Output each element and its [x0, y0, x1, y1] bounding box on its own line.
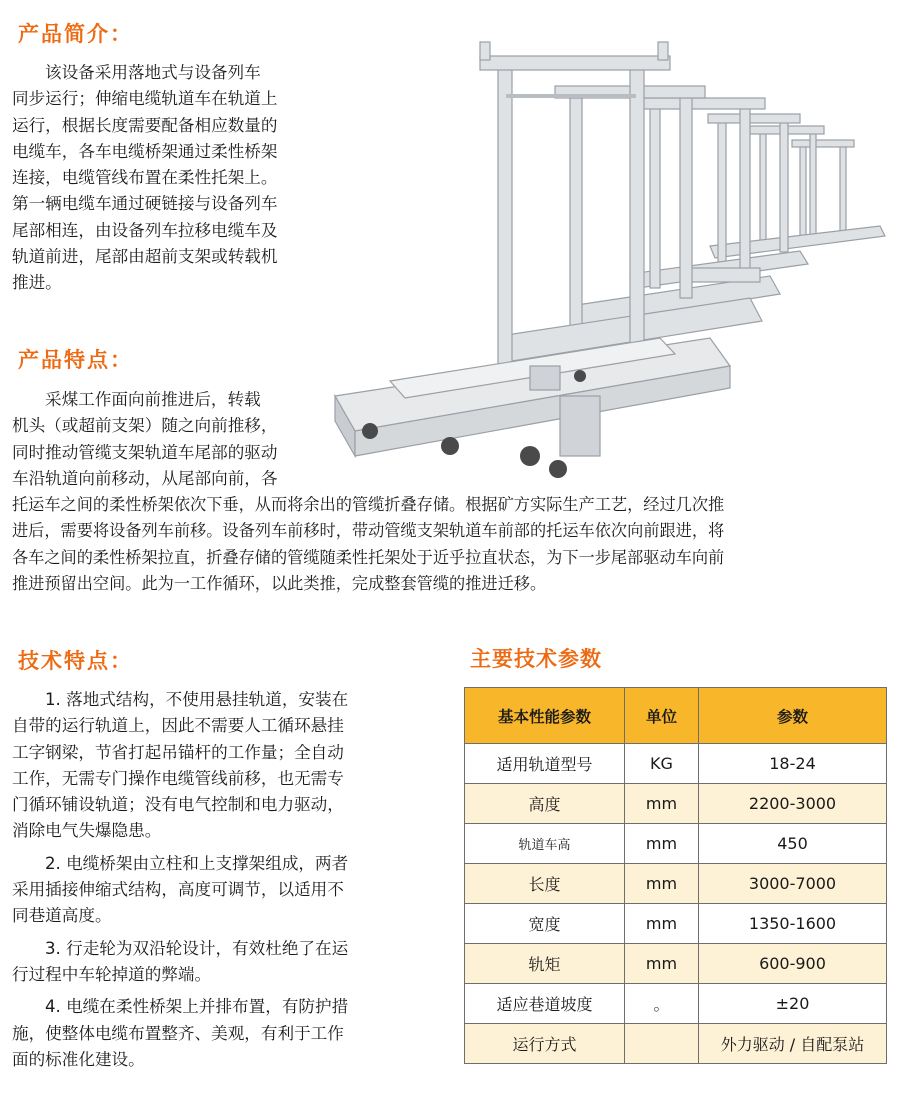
features-line: 推进预留出空间。此为一工作循环，以此类推，完成整套管缆的推进迁移。	[12, 574, 547, 594]
table-row	[465, 1024, 887, 1064]
cart-second	[570, 98, 780, 326]
param-value: 3000-7000	[699, 864, 887, 904]
product-photo	[330, 36, 900, 496]
tech-line: 工作，无需专门操作电缆管线前移，也无需专	[12, 768, 344, 788]
param-name: 高度	[465, 784, 625, 824]
tech-line: 消除电气失爆隐患。	[12, 821, 162, 841]
intro-line: 轨道前进，尾部由超前支架或转载机	[12, 247, 278, 267]
tech-line: 4. 电缆在柔性桥架上并排布置，有防护措	[45, 997, 349, 1017]
table-row	[465, 864, 887, 904]
param-value: 外力驱动 / 自配泵站	[699, 1024, 887, 1064]
intro-line: 连接，电缆管线布置在柔性托架上。	[12, 168, 278, 188]
param-value: 450	[699, 824, 887, 864]
cart-far	[710, 126, 885, 258]
param-value: 2200-3000	[699, 784, 887, 824]
tech-line: 施，使整体电缆布置整齐、美观，有利于工作	[12, 1023, 344, 1043]
param-unit: mm	[625, 904, 699, 944]
tech-paragraph	[12, 687, 348, 1073]
table-row	[465, 824, 887, 864]
tech-line: 面的标准化建设。	[12, 1049, 145, 1069]
param-unit: 。	[625, 984, 699, 1024]
param-name: 适用轨道型号	[465, 744, 625, 784]
features-line: 托运车之间的柔性桥架依次下垂，从而将余出的管缆折叠存储。根据矿方实际生产工艺，经过几次推	[12, 495, 725, 515]
tech-line: 1. 落地式结构，不使用悬挂轨道，安装在	[45, 690, 349, 709]
tech-line: 2. 电缆桥架由立柱和上支撑架组成，两者	[45, 853, 349, 873]
params-heading: 主要技术参数	[470, 647, 602, 671]
param-name: 轨道车高	[465, 824, 625, 864]
tech-line: 同巷道高度。	[12, 906, 112, 926]
param-value: 600-900	[699, 944, 887, 984]
tech-line: 行过程中车轮掉道的弊端。	[12, 964, 212, 984]
features-line: 采煤工作面向前推进后，转载	[45, 390, 261, 409]
param-unit: mm	[625, 824, 699, 864]
tech-line: 3. 行走轮为双沿轮设计，有效杜绝了在运	[45, 938, 349, 958]
features-line: 进后，需要将设备列车前移。设备列车前移时，带动管缆支架轨道车前部的托运车依次向前跟进，将	[12, 521, 725, 541]
header-cell: 参数	[699, 688, 887, 744]
intro-line: 运行，根据长度需要配备相应数量的	[12, 115, 278, 135]
param-unit: mm	[625, 944, 699, 984]
intro-line: 电缆车，各车电缆桥架通过柔性桥架	[12, 141, 278, 161]
param-unit: mm	[625, 864, 699, 904]
param-value: 1350-1600	[699, 904, 887, 944]
param-name: 宽度	[465, 904, 625, 944]
table-header-row	[465, 688, 887, 744]
param-unit: mm	[625, 784, 699, 824]
table-row	[465, 784, 887, 824]
param-unit: KG	[625, 744, 699, 784]
features-line: 车沿轨道向前移动，从尾部向前，各	[12, 468, 278, 488]
header-cell: 基本性能参数	[465, 688, 625, 744]
table-row	[465, 944, 887, 984]
intro-line: 第一辆电缆车通过硬链接与设备列车	[12, 194, 278, 214]
features-line: 各车之间的柔性桥架拉直，折叠存储的管缆随柔性托架处于近乎拉直状态，为下一步尾部驱动车向前	[12, 547, 725, 567]
intro-line: 推进。	[12, 273, 62, 293]
intro-line: 尾部相连，由设备列车拉移电缆车及	[12, 220, 278, 240]
tech-line: 门循环铺设轨道；没有电气控制和电力驱动，	[12, 795, 344, 815]
param-name: 轨矩	[465, 944, 625, 984]
param-name: 运行方式	[465, 1024, 625, 1064]
param-name: 长度	[465, 864, 625, 904]
tech-line: 工字钢梁，节省打起吊锚杆的工作量；全自动	[12, 742, 344, 762]
intro-heading: 产品简介：	[18, 22, 133, 46]
tech-line: 自带的运行轨道上，因此不需要人工循环悬挂	[12, 716, 344, 736]
tech-line: 采用插接伸缩式结构，高度可调节，以适用不	[12, 880, 344, 900]
intro-paragraph	[12, 60, 278, 297]
table-row	[465, 904, 887, 944]
param-unit	[625, 1024, 699, 1064]
tech-heading: 技术特点：	[18, 649, 133, 673]
features-line: 机头（或超前支架）随之向前推移，	[12, 416, 278, 436]
features-heading: 产品特点：	[18, 348, 133, 372]
intro-line: 同步运行；伸缩电缆轨道车在轨道上	[12, 89, 278, 109]
intro-line: 该设备采用落地式与设备列车	[45, 63, 261, 82]
features-line: 同时推动管缆支架轨道车尾部的驱动	[12, 442, 278, 462]
param-name: 适应巷道坡度	[465, 984, 625, 1024]
params-table	[464, 687, 887, 1064]
header-cell: 单位	[625, 688, 699, 744]
table-row	[465, 984, 887, 1024]
table-row	[465, 744, 887, 784]
param-value: 18-24	[699, 744, 887, 784]
param-value: ±20	[699, 984, 887, 1024]
